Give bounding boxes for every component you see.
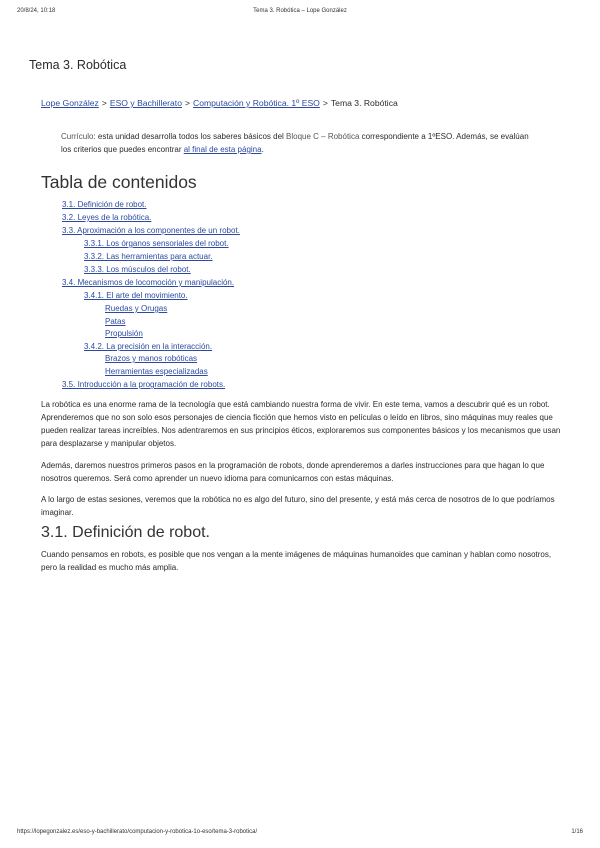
print-page-title: Tema 3. Robótica – Lope González (253, 8, 347, 14)
curriculo-text: correspondiente a 1ºESO. Además, se evalúan los criterios que puedes encontrar (61, 132, 529, 154)
toc-link-3-4-2[interactable]: 3.4.2. La precisión en la interacción. (84, 342, 213, 351)
toc-link-3-4[interactable]: 3.4. Mecanismos de locomoción y manipulación. (62, 278, 235, 287)
breadcrumb-separator: > (184, 98, 190, 108)
curriculo-note (61, 130, 541, 156)
print-header (0, 8, 600, 20)
breadcrumb (41, 98, 398, 108)
print-page-number: 1/16 (571, 829, 583, 835)
toc-link-3-1[interactable]: 3.1. Definición de robot. (62, 200, 147, 209)
toc-link-patas[interactable]: Patas (105, 317, 126, 326)
toc-title: Tabla de contenidos (41, 172, 197, 192)
toc-link-3-4-1[interactable]: 3.4.1. El arte del movimiento. (84, 291, 188, 300)
toc-link-ruedas[interactable]: Ruedas y Orugas (105, 304, 168, 313)
breadcrumb-separator: > (322, 98, 328, 108)
intro-paragraph: La robótica es una enorme rama de la tecnología que está cambiando nuestra forma de vivir. En este tema, vamos a descubrir qué es un robot. Aprenderemos que no son solo esos personajes de ciencia ficción que hemos visto en películas o leído en libros, sino máquinas muy reales que pueden realizar tareas increíbles. Nos adentraremos en sus principios éticos, exploraremos sus componentes básicos y los mecanismos que usan para desplazarse y manipular objetos. (41, 400, 561, 448)
breadcrumb-separator: > (101, 98, 107, 108)
toc-link-3-3-2[interactable]: 3.3.2. Las herramientas para actuar. (84, 252, 213, 261)
breadcrumb-eso-link[interactable]: ESO y Bachillerato (109, 98, 182, 108)
toc-link-3-3[interactable]: 3.3. Aproximación a los componentes de un robot. (62, 226, 240, 235)
curriculo-bloque: Bloque C – Robótica (286, 132, 360, 141)
curriculo-label: Currículo (61, 132, 94, 141)
curriculo-text: : esta unidad desarrolla todos los saberes básicos del (93, 132, 287, 141)
breadcrumb-home-link[interactable]: Lope González (41, 98, 99, 108)
intro-paragraph: A lo largo de estas sesiones, veremos que la robótica no es algo del futuro, sino del presente, y está más cerca de nosotros de lo que podríamos imaginar. (41, 495, 555, 517)
toc-link-brazos[interactable]: Brazos y manos robóticas (105, 354, 198, 363)
print-url: https://lopegonzalez.es/eso-y-bachillerato/computacion-y-robotica-1o-eso/tema-3-robotica/ (17, 829, 258, 835)
toc-link-3-3-1[interactable]: 3.3.1. Los órganos sensoriales del robot. (84, 239, 229, 248)
breadcrumb-current: Tema 3. Robótica (330, 98, 398, 108)
toc-link-herramientas[interactable]: Herramientas especializadas (105, 367, 208, 376)
print-datetime: 20/8/24, 10:18 (17, 8, 56, 14)
section-heading-3-1: 3.1. Definición de robot. (41, 524, 210, 541)
toc-link-3-2[interactable]: 3.2. Leyes de la robótica. (62, 213, 152, 222)
curriculo-text: . (261, 145, 264, 154)
toc-link-3-5[interactable]: 3.5. Introducción a la programación de robots. (62, 380, 226, 389)
toc-link-propulsion[interactable]: Propulsión (105, 329, 143, 338)
section-paragraph: Cuando pensamos en robots, es posible que nos vengan a la mente imágenes de máquinas humanoides que caminan y hablan como nosotros, pero la realidad es mucho más amplia. (41, 550, 552, 572)
intro-paragraph: Además, daremos nuestros primeros pasos en la programación de robots, donde aprenderemos a darles instrucciones para que hagan lo que nosotros queremos. Será como aprender un nuevo idioma para comunicarnos con estas máquinas. (41, 461, 545, 483)
breadcrumb-course-link[interactable]: Computación y Robótica. 1º ESO (193, 98, 320, 108)
toc-link-3-3-3[interactable]: 3.3.3. Los músculos del robot. (84, 265, 191, 274)
criteria-link[interactable]: al final de esta página (183, 145, 262, 154)
site-title[interactable]: Tema 3. Robótica (29, 58, 127, 72)
